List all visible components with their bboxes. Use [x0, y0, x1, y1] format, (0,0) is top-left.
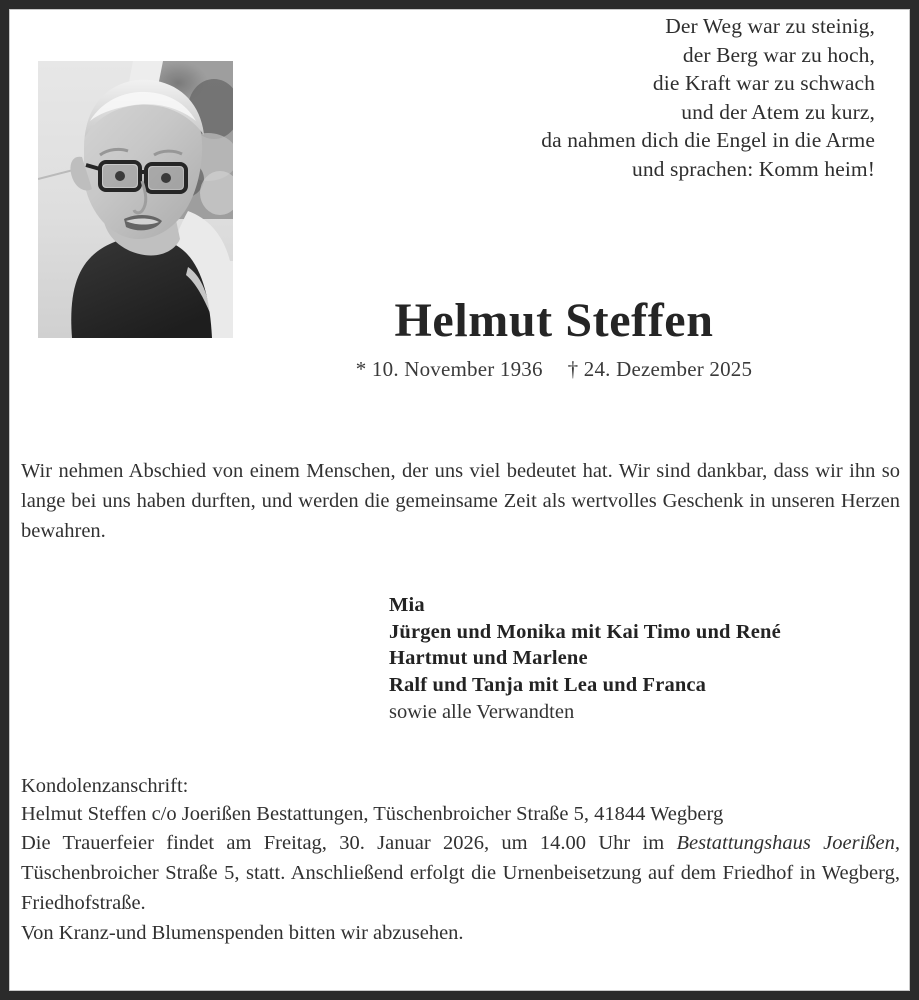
notice-content [9, 9, 910, 991]
family-name-line: Mia [389, 594, 425, 616]
poem-line: und sprachen: Komm heim! [631, 156, 875, 181]
service-text-part2: Tüschenbroicher Straße 5, statt. Anschließend erfolgt die Urnenbeisetzung auf dem Friedhof in Wegberg, Friedhofstraße. [21, 862, 900, 914]
family-name-line: Jürgen und Monika mit Kai Timo und René [389, 620, 781, 643]
family-name-line: Hartmut und Marlene [389, 647, 588, 669]
service-text-part1: Die Trauerfeier findet am Freitag, 30. Januar 2026, um 14.00 Uhr im [21, 832, 677, 854]
poem-line: die Kraft war zu schwach [652, 71, 875, 95]
poem-line: da nahmen dich die Engel in die Arme [541, 128, 875, 152]
family-name-line: Ralf und Tanja mit Lea und Franca [389, 673, 707, 696]
birth-date: 10. November 1936 [371, 357, 543, 381]
family-signature-block [21, 592, 900, 726]
tribute-paragraph: Wir nehmen Abschied von einem Menschen, der uns viel bedeutet hat. Wir sind dankbar, dass wir ihn so lange bei uns haben durften, und werden die gemeinsame Zeit als wertvolles Geschenk in unseren Herzen bewahren. [21, 460, 900, 542]
service-details-paragraph [21, 828, 900, 918]
poem-line: der Berg war zu hoch, [682, 42, 875, 67]
life-dates [207, 357, 901, 382]
poem-line: und der Atem zu kurz, [681, 99, 875, 124]
deceased-name: Helmut Steffen [394, 294, 714, 347]
body-text-area [21, 456, 900, 948]
birth-symbol: * [355, 357, 367, 381]
condolence-address: Helmut Steffen c/o Joerißen Bestattungen, Tüschenbroicher Straße 5, 41844 Wegberg [21, 803, 724, 825]
deceased-name-block [207, 293, 901, 382]
condolence-block [21, 772, 900, 828]
poem-verse [315, 12, 875, 183]
service-venue-name: Bestattungshaus Joerißen, [676, 832, 900, 854]
poem-line: Der Weg war zu steinig, [665, 14, 875, 38]
death-symbol: † [567, 357, 579, 381]
header-row [35, 9, 884, 309]
condolence-label: Kondolenzanschrift: [21, 775, 189, 797]
death-date: 24. Dezember 2025 [583, 357, 753, 381]
family-closing-line: sowie alle Verwandten [389, 701, 575, 723]
flowers-request-paragraph: Von Kranz-und Blumenspenden bitten wir abzusehen. [21, 922, 464, 944]
portrait-photo [38, 61, 233, 338]
